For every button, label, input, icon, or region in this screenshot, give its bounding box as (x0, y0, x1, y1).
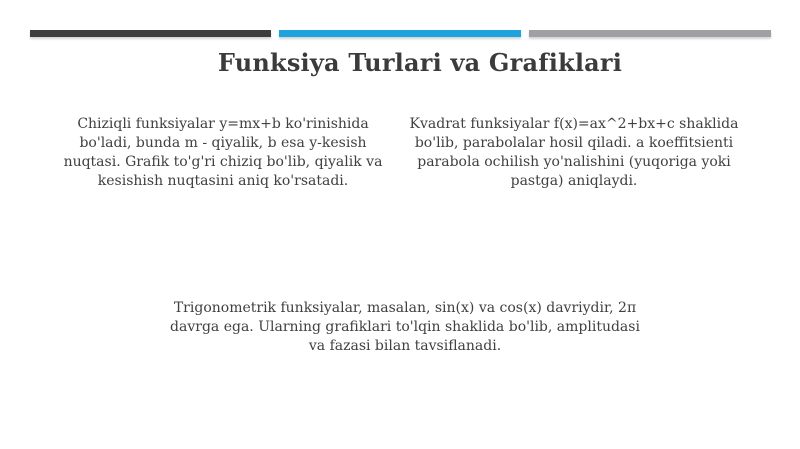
accent-bar-dark (30, 30, 271, 37)
accent-bar-blue (279, 30, 521, 37)
slide-title: Funksiya Turlari va Grafiklari (217, 48, 623, 77)
accent-bar-gray (529, 30, 771, 37)
quadratic-function-text: Kvadrat funksiyalar f(x)=ax^2+bx+c shaklida bo'lib, parabolalar hosil qiladi. a koeffitsienti parabola ochilish yo'nalishini (yuqoriga yoki pastga) aniqlaydi. (409, 116, 739, 189)
trigonometric-function-text: Trigonometrik funksiyalar, masalan, sin(x) va cos(x) davriydir, 2π davrga ega. Ularning grafiklari to'lqin shaklida bo'lib, amplitudasi va fazasi bilan tavsiflanadi. (170, 300, 640, 354)
linear-function-text: Chiziqli funksiyalar y=mx+b ko'rinishida bo'ladi, bunda m - qiyalik, b esa y-kesish nuqtasi. Grafik to'g'ri chiziq bo'lib, qiyalik va kesishish nuqtasini aniq ko'rsatadi. (63, 116, 383, 189)
